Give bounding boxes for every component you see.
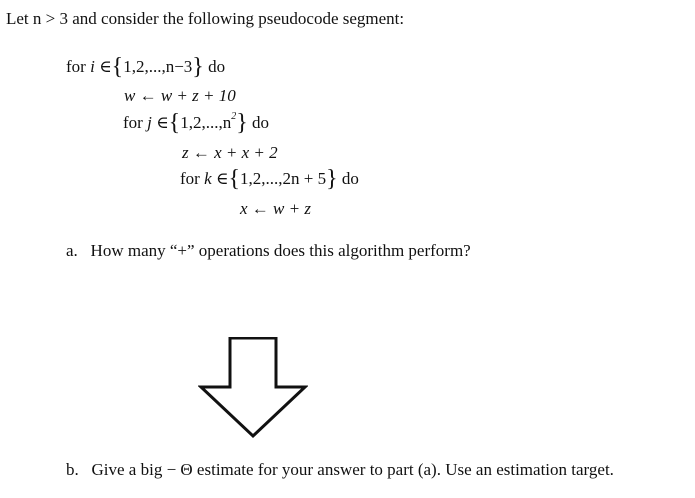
right-brace: } [192, 54, 204, 80]
question-a-label: a. [66, 241, 78, 260]
code-line-z-update: z ← x + x + 2 [182, 143, 278, 162]
code-line-for-k [180, 166, 359, 193]
down-arrow-icon [198, 337, 308, 439]
question-b [66, 460, 614, 480]
loop-range-i: 1,2,...,n−3 [123, 57, 193, 76]
loop-range-k: 1,2,...,2n + 5 [240, 169, 327, 188]
left-brace: { [228, 166, 240, 192]
exponent: 2 [231, 111, 237, 122]
loop-variable-j: j [147, 113, 152, 132]
keyword-for: for [66, 57, 86, 76]
question-b-text: Give a big − Θ estimate for your answer to part (a). Use an estimation target. [91, 460, 614, 479]
keyword-do: do [251, 113, 269, 132]
code-line-w-update: w ← w + z + 10 [124, 86, 236, 105]
keyword-do: do [208, 57, 226, 76]
keyword-do: do [341, 169, 359, 188]
loop-range-j: 1,2,...,n [180, 113, 232, 132]
code-line-x-update: x ← w + z [240, 199, 311, 218]
code-line-for-i [66, 54, 225, 81]
question-a [66, 241, 471, 261]
keyword-for: for [123, 113, 143, 132]
right-brace: } [236, 110, 248, 136]
keyword-for: for [180, 169, 200, 188]
loop-variable-i: i [90, 57, 95, 76]
question-a-text: How many “+” operations does this algorithm perform? [90, 241, 471, 260]
code-line-for-j [123, 110, 269, 137]
element-of-symbol: ∈ [215, 169, 229, 188]
intro-text: Let n > 3 and consider the following pseudocode segment: [6, 9, 405, 28]
right-brace: } [326, 166, 338, 192]
element-of-symbol: ∈ [156, 113, 169, 132]
question-b-label: b. [66, 460, 79, 479]
left-brace: { [168, 110, 181, 136]
loop-variable-k: k [204, 169, 212, 188]
element-of-symbol: ∈ [99, 57, 112, 76]
left-brace: { [111, 54, 124, 80]
